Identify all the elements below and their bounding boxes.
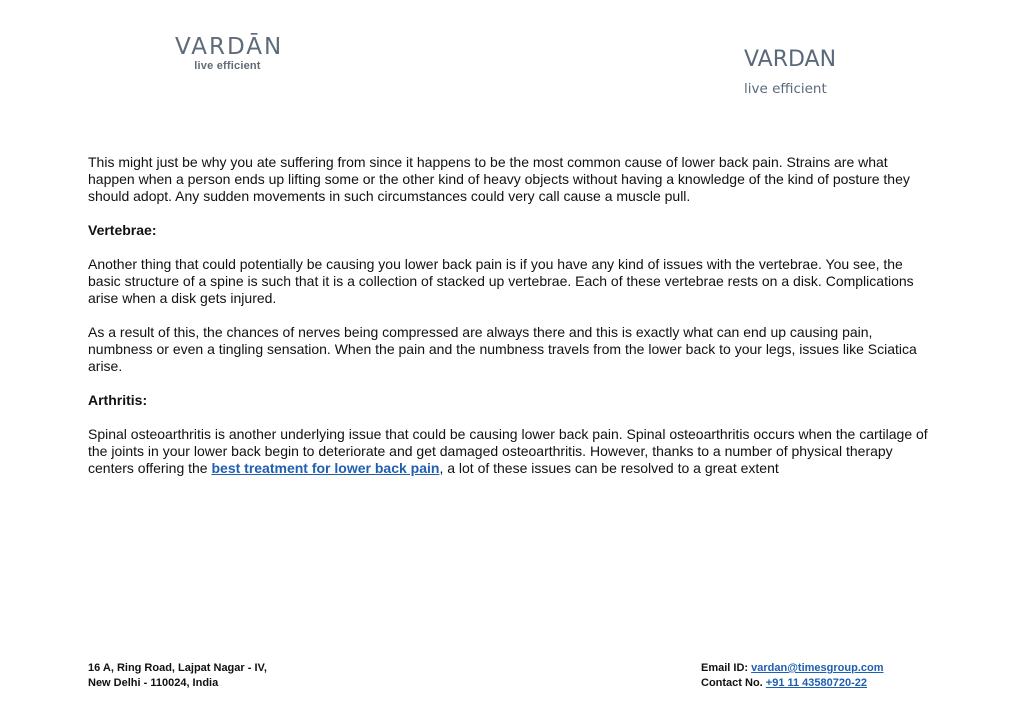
paragraph-strains: This might just be why you ate suffering from since it happens to be the most common cause of lower back pain. Strains are what happen when a person ends up lifting some or the other kind of heavy objects without having a knowledge of the kind of posture they should adopt. Any sudden movements in such circumstances could very call cause a muscle pull. xyxy=(88,154,910,204)
contact-label: Contact No. xyxy=(701,676,766,689)
paragraph-arthritis-text: Spinal osteoarthritis is another underlying issue that could be causing lower back pain. Spinal osteoarthritis occurs when the cartilage of the joints in your lower back begin to deteriorate and get damaged osteoarthritis. However, thanks to a number of physical therapy centers offering the xyxy=(88,426,928,476)
vardan-logo xyxy=(175,34,284,72)
logo-tagline: live efficient xyxy=(194,60,261,72)
footer-contact xyxy=(701,661,884,690)
treatment-link[interactable]: best treatment for lower back pain xyxy=(211,460,440,476)
address-line-2: New Delhi - 110024, India xyxy=(88,676,219,689)
paragraph-arthritis xyxy=(88,426,938,477)
email-link[interactable]: vardan@timesgroup.com xyxy=(751,662,884,674)
paragraph-vertebrae: Another thing that could potentially be causing you lower back pain is if you have any kind of issues with the vertebrae. You see, the basic structure of a spine is such that it is a collection of stacked up vertebrae. Each of these vertebrae rests on a disk. Complications arise when a disk gets injured. xyxy=(88,256,914,306)
phone-link[interactable]: +91 11 43580720-22 xyxy=(765,676,868,689)
heading-vertebrae: Vertebrae: xyxy=(88,222,157,238)
paragraph-arthritis-text-end: , a lot of these issues can be resolved to a great extent xyxy=(439,460,779,476)
email-row xyxy=(701,661,884,676)
heading-arthritis: Arthritis: xyxy=(88,392,148,408)
paragraph-nerves: As a result of this, the chances of nerves being compressed are always there and this is exactly what can end up causing pain, numbness or even a tingling sensation. When the pain and the numbness travels from the lower back to your legs, issues like Sciatica arise. xyxy=(88,324,917,374)
contact-row xyxy=(701,676,884,691)
header-brand xyxy=(744,46,836,98)
header-brand-tagline: live efficient xyxy=(744,81,827,97)
article-body xyxy=(88,154,938,494)
address-line-1: 16 A, Ring Road, Lajpat Nagar - IV, xyxy=(88,662,267,674)
footer-address xyxy=(88,661,267,690)
logo-wordmark: VARDĀN xyxy=(175,34,284,60)
email-label: Email ID: xyxy=(701,662,752,674)
header-brand-name: VARDAN xyxy=(744,47,837,72)
